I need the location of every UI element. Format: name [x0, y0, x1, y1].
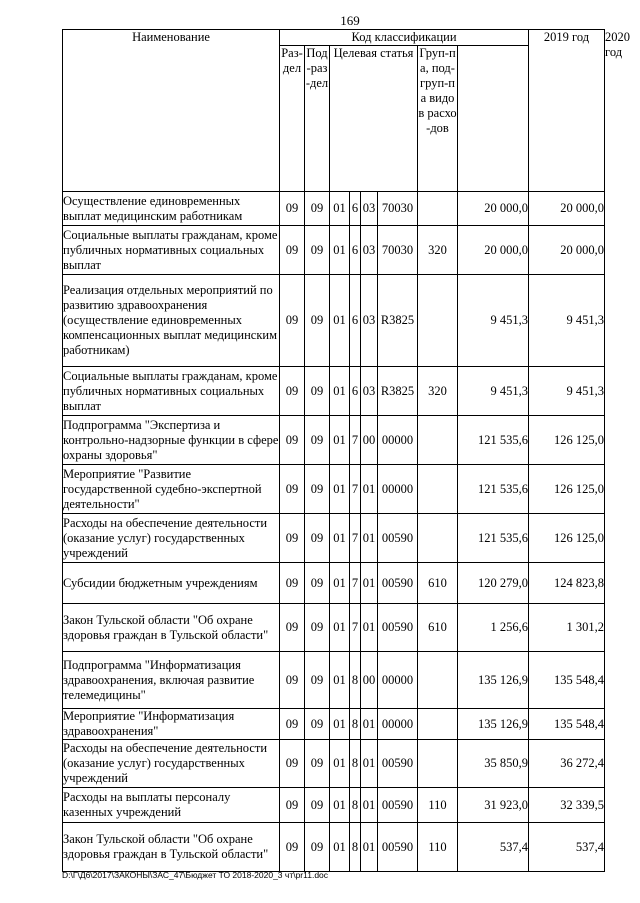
row-razdel: 09 — [280, 788, 305, 823]
row-target-subprogram: 7 — [350, 604, 361, 652]
row-target-direction: 00000 — [378, 652, 418, 709]
row-target-event: 01 — [361, 740, 378, 788]
row-amount-2020: 126 125,0 — [529, 465, 605, 514]
row-amount-2020: 20 000,0 — [529, 192, 605, 226]
row-podrazdel: 09 — [305, 604, 330, 652]
row-razdel: 09 — [280, 740, 305, 788]
row-target-program: 01 — [330, 465, 350, 514]
row-razdel: 09 — [280, 563, 305, 604]
header-year-2019: 2019 год — [529, 30, 605, 192]
row-expense-type — [418, 740, 458, 788]
row-amount-2020: 36 272,4 — [529, 740, 605, 788]
row-amount-2019: 20 000,0 — [458, 192, 529, 226]
row-target-event: 00 — [361, 416, 378, 465]
header-subsection — [305, 46, 330, 192]
row-razdel: 09 — [280, 604, 305, 652]
header-section — [280, 46, 305, 192]
row-expense-type — [418, 275, 458, 367]
row-amount-2020: 1 301,2 — [529, 604, 605, 652]
row-expense-type — [418, 652, 458, 709]
row-podrazdel: 09 — [305, 465, 330, 514]
row-target-direction: 00590 — [378, 563, 418, 604]
row-name: Расходы на обеспечение деятельности (оказание услуг) государственных учреждений — [63, 514, 280, 563]
row-target-program: 01 — [330, 275, 350, 367]
table-row — [63, 788, 605, 823]
row-target-direction: 00000 — [378, 416, 418, 465]
row-target-program: 01 — [330, 604, 350, 652]
row-target-program: 01 — [330, 367, 350, 416]
row-expense-type: 320 — [418, 226, 458, 275]
row-target-direction: 00590 — [378, 788, 418, 823]
header-expense-group — [418, 46, 458, 192]
table-row — [63, 563, 605, 604]
row-podrazdel: 09 — [305, 416, 330, 465]
row-target-program: 01 — [330, 823, 350, 872]
row-razdel: 09 — [280, 514, 305, 563]
row-amount-2020: 32 339,5 — [529, 788, 605, 823]
table-row — [63, 465, 605, 514]
row-target-direction: 00590 — [378, 514, 418, 563]
row-name: Подпрограмма "Экспертиза и контрольно-надзорные функции в сфере охраны здоровья" — [63, 416, 280, 465]
row-podrazdel: 09 — [305, 652, 330, 709]
row-razdel: 09 — [280, 192, 305, 226]
table-row — [63, 416, 605, 465]
header-subsection-label: Под-раз-дел — [305, 46, 329, 90]
row-target-event: 03 — [361, 192, 378, 226]
header-expense-group-label: Груп-па, под-груп-па видов расхо-дов — [418, 46, 457, 135]
row-expense-type — [418, 465, 458, 514]
table-row — [63, 652, 605, 709]
row-podrazdel: 09 — [305, 226, 330, 275]
row-target-event: 03 — [361, 367, 378, 416]
row-amount-2020: 9 451,3 — [529, 367, 605, 416]
row-amount-2019: 121 535,6 — [458, 465, 529, 514]
row-name: Закон Тульской области "Об охране здоровья граждан в Тульской области" — [63, 604, 280, 652]
row-target-direction: R3825 — [378, 275, 418, 367]
row-name: Закон Тульской области "Об охране здоровья граждан в Тульской области" — [63, 823, 280, 872]
table-row — [63, 226, 605, 275]
row-target-program: 01 — [330, 563, 350, 604]
row-podrazdel: 09 — [305, 823, 330, 872]
row-name: Мероприятие "Информатизация здравоохранения" — [63, 709, 280, 740]
row-name: Реализация отдельных мероприятий по развитию здравоохранения (осуществление единовременных компенсационных выплат медицинским работникам) — [63, 275, 280, 367]
row-razdel: 09 — [280, 275, 305, 367]
row-amount-2019: 20 000,0 — [458, 226, 529, 275]
row-target-event: 01 — [361, 709, 378, 740]
row-amount-2020: 9 451,3 — [529, 275, 605, 367]
table-row — [63, 192, 605, 226]
row-razdel: 09 — [280, 416, 305, 465]
row-razdel: 09 — [280, 226, 305, 275]
row-target-program: 01 — [330, 416, 350, 465]
row-amount-2020: 20 000,0 — [529, 226, 605, 275]
row-expense-type: 110 — [418, 823, 458, 872]
row-amount-2019: 121 535,6 — [458, 416, 529, 465]
row-amount-2020: 135 548,4 — [529, 652, 605, 709]
row-target-subprogram: 7 — [350, 514, 361, 563]
row-podrazdel: 09 — [305, 709, 330, 740]
row-target-event: 01 — [361, 465, 378, 514]
row-target-subprogram: 7 — [350, 563, 361, 604]
row-expense-type — [418, 514, 458, 563]
row-target-event: 01 — [361, 563, 378, 604]
row-target-subprogram: 6 — [350, 275, 361, 367]
row-target-subprogram: 8 — [350, 788, 361, 823]
row-razdel: 09 — [280, 465, 305, 514]
row-target-subprogram: 7 — [350, 416, 361, 465]
row-podrazdel: 09 — [305, 275, 330, 367]
row-amount-2020: 537,4 — [529, 823, 605, 872]
row-target-program: 01 — [330, 788, 350, 823]
row-amount-2019: 31 923,0 — [458, 788, 529, 823]
row-razdel: 09 — [280, 709, 305, 740]
row-target-program: 01 — [330, 192, 350, 226]
row-podrazdel: 09 — [305, 367, 330, 416]
table-row — [63, 740, 605, 788]
row-target-event: 00 — [361, 652, 378, 709]
row-target-subprogram: 8 — [350, 823, 361, 872]
row-target-direction: 00590 — [378, 740, 418, 788]
table-row — [63, 604, 605, 652]
row-expense-type: 610 — [418, 563, 458, 604]
row-target-program: 01 — [330, 652, 350, 709]
row-amount-2019: 9 451,3 — [458, 367, 529, 416]
row-target-subprogram: 6 — [350, 367, 361, 416]
row-target-subprogram: 6 — [350, 226, 361, 275]
row-name: Социальные выплаты гражданам, кроме публичных нормативных социальных выплат — [63, 226, 280, 275]
table-row — [63, 367, 605, 416]
page-number: 169 — [340, 13, 360, 28]
row-target-direction: 00590 — [378, 823, 418, 872]
table-row — [63, 514, 605, 563]
row-target-event: 01 — [361, 823, 378, 872]
row-name: Осуществление единовременных выплат медицинским работникам — [63, 192, 280, 226]
row-amount-2020: 135 548,4 — [529, 709, 605, 740]
row-podrazdel: 09 — [305, 192, 330, 226]
row-target-subprogram: 8 — [350, 709, 361, 740]
row-name: Расходы на выплаты персоналу казенных учреждений — [63, 788, 280, 823]
row-target-program: 01 — [330, 709, 350, 740]
row-target-event: 01 — [361, 604, 378, 652]
row-target-program: 01 — [330, 740, 350, 788]
budget-table — [62, 29, 631, 872]
row-amount-2019: 135 126,9 — [458, 709, 529, 740]
row-expense-type — [418, 709, 458, 740]
row-name: Мероприятие "Развитие государственной судебно-экспертной деятельности" — [63, 465, 280, 514]
row-target-event: 03 — [361, 226, 378, 275]
row-target-direction: R3825 — [378, 367, 418, 416]
table-row — [63, 823, 605, 872]
row-amount-2019: 1 256,6 — [458, 604, 529, 652]
row-expense-type: 320 — [418, 367, 458, 416]
table-row — [63, 709, 605, 740]
row-razdel: 09 — [280, 823, 305, 872]
table-header-row: Наименование Код классификации 2019 год 2020 год — [63, 30, 605, 46]
row-amount-2019: 121 535,6 — [458, 514, 529, 563]
row-razdel: 09 — [280, 652, 305, 709]
row-expense-type: 610 — [418, 604, 458, 652]
row-target-subprogram: 6 — [350, 192, 361, 226]
header-target-article: Целевая статья — [330, 46, 418, 192]
row-target-event: 01 — [361, 788, 378, 823]
row-amount-2019: 9 451,3 — [458, 275, 529, 367]
row-amount-2019: 537,4 — [458, 823, 529, 872]
row-amount-2020: 124 823,8 — [529, 563, 605, 604]
row-podrazdel: 09 — [305, 788, 330, 823]
row-amount-2020: 126 125,0 — [529, 514, 605, 563]
header-section-label: Раз-дел — [281, 46, 303, 75]
row-target-event: 03 — [361, 275, 378, 367]
footer-file-path: D:\Г\Д6\2017\ЗАКОНЫ\ЗАС_47\Бюджет ТО 2018-2020_3 чт\pr11.doc — [62, 870, 329, 880]
table-row — [63, 275, 605, 367]
row-target-subprogram: 8 — [350, 652, 361, 709]
row-amount-2020: 126 125,0 — [529, 416, 605, 465]
row-expense-type — [418, 416, 458, 465]
row-name: Подпрограмма "Информатизация здравоохранения, включая развитие телемедицины" — [63, 652, 280, 709]
row-name: Расходы на обеспечение деятельности (оказание услуг) государственных учреждений — [63, 740, 280, 788]
row-target-program: 01 — [330, 514, 350, 563]
row-amount-2019: 35 850,9 — [458, 740, 529, 788]
row-target-subprogram: 8 — [350, 740, 361, 788]
row-name: Социальные выплаты гражданам, кроме публичных нормативных социальных выплат — [63, 367, 280, 416]
row-target-direction: 70030 — [378, 226, 418, 275]
row-target-subprogram: 7 — [350, 465, 361, 514]
row-target-program: 01 — [330, 226, 350, 275]
row-podrazdel: 09 — [305, 563, 330, 604]
row-expense-type — [418, 192, 458, 226]
row-target-direction: 00000 — [378, 465, 418, 514]
header-code-group: Код классификации — [280, 30, 529, 46]
row-razdel: 09 — [280, 367, 305, 416]
row-target-direction: 00000 — [378, 709, 418, 740]
row-podrazdel: 09 — [305, 514, 330, 563]
row-podrazdel: 09 — [305, 740, 330, 788]
row-target-direction: 00590 — [378, 604, 418, 652]
row-expense-type: 110 — [418, 788, 458, 823]
row-target-event: 01 — [361, 514, 378, 563]
row-name: Субсидии бюджетным учреждениям — [63, 563, 280, 604]
row-target-direction: 70030 — [378, 192, 418, 226]
row-amount-2019: 135 126,9 — [458, 652, 529, 709]
row-amount-2019: 120 279,0 — [458, 563, 529, 604]
header-name: Наименование — [63, 30, 280, 192]
